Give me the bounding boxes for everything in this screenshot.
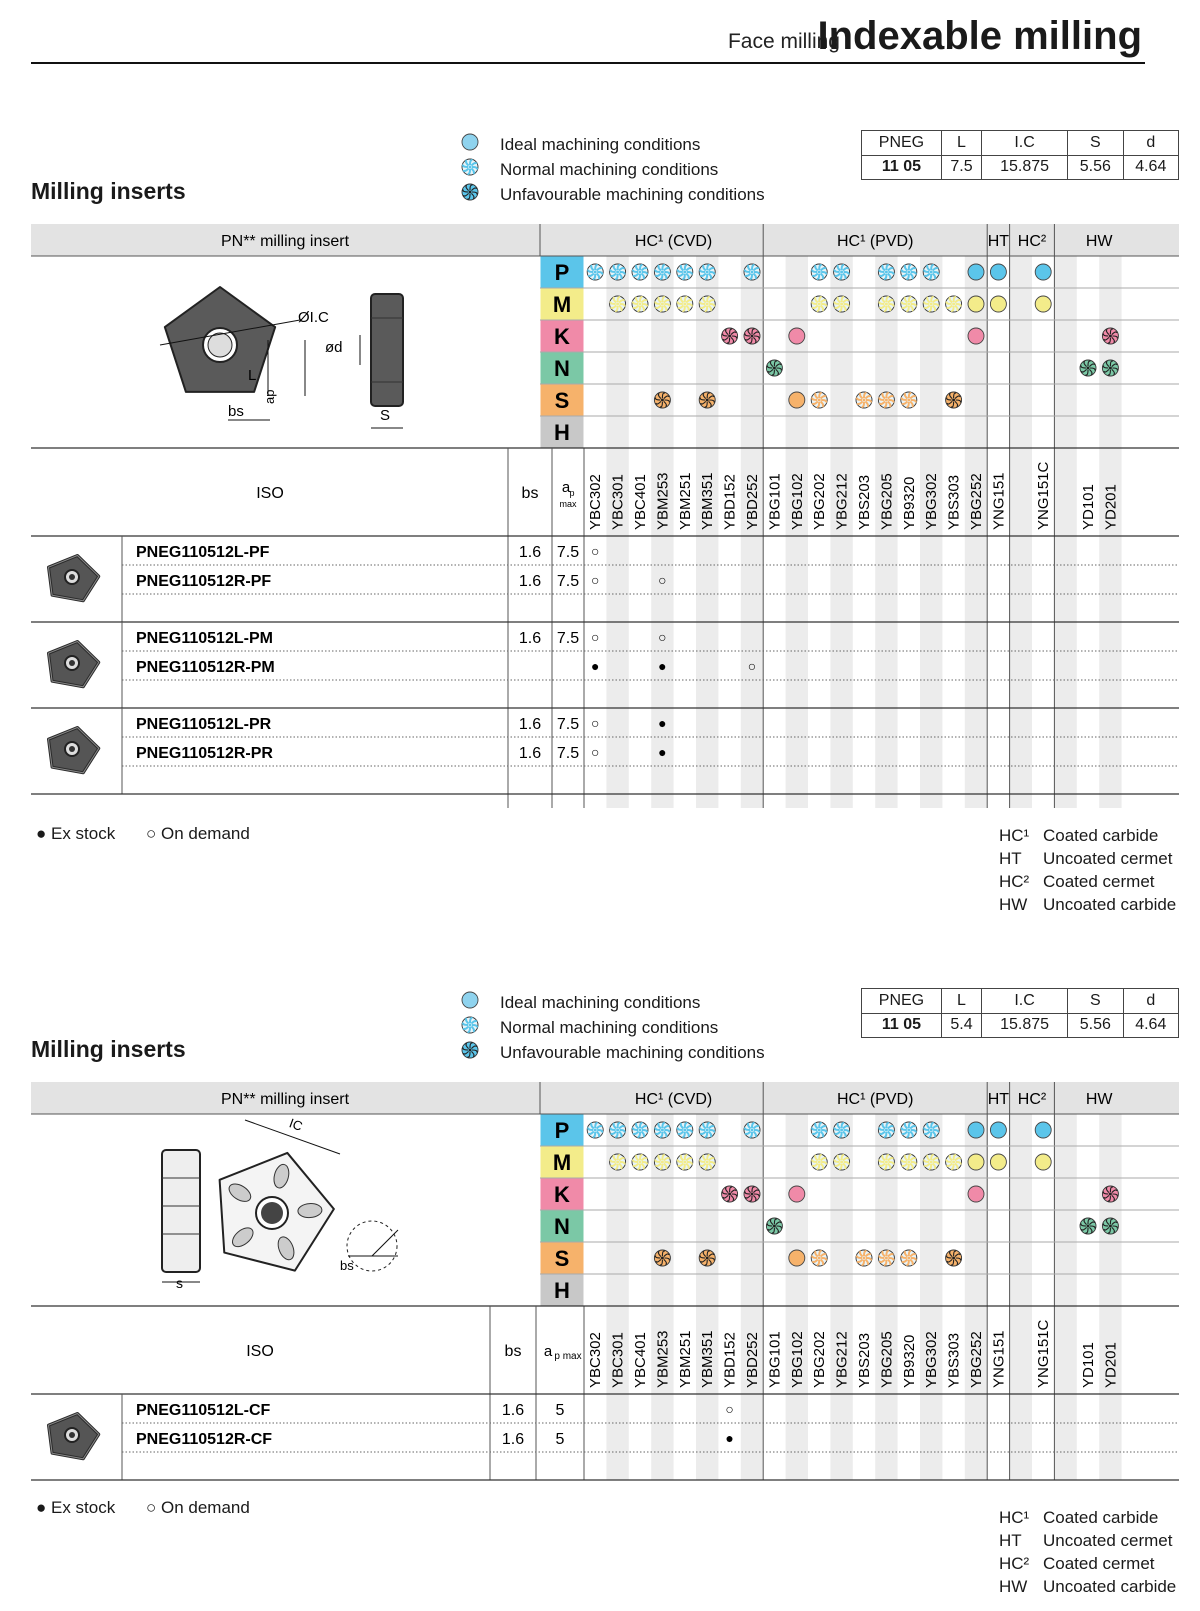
availability-mark: ○ [747,658,757,674]
ideal-circle-icon [968,296,984,312]
normal-flower-icon [946,296,962,312]
glossary-hc1: HC¹ Coated carbide [999,1508,1159,1527]
insert-side-view [162,1150,200,1272]
grade-YNG151: YNG151 [990,1330,1008,1388]
material-K-letter: K [554,324,570,349]
normal-flower-icon [587,1122,603,1138]
iso-header: ISO [256,485,284,502]
insert-photo-1 [49,642,99,687]
unfavourable-flower-icon [1080,1218,1096,1234]
normal-flower-icon [677,264,693,280]
grade-matrix [0,858,1200,1498]
normal-flower-icon [901,1154,917,1170]
bs-header: bs [504,1343,522,1360]
normal-flower-icon [878,1122,894,1138]
grade-YBD152: YBD152 [721,1332,739,1388]
legend-ideal: Ideal machining conditions [460,132,700,157]
s-label: s [176,1275,183,1291]
normal-flower-icon [878,264,894,280]
ap-value: 7.5 [556,544,580,561]
grade-YNG151: YNG151 [990,472,1008,530]
unfavourable-flower-icon [1080,360,1096,376]
grade-YBM253: YBM253 [654,1330,672,1388]
page-title: Indexable milling [817,14,1142,58]
normal-flower-icon [654,296,670,312]
material-H-letter: H [554,420,570,445]
ideal-circle-icon [1035,264,1051,280]
grade-YBD252: YBD252 [744,1332,761,1388]
bs-value: 1.6 [518,544,542,561]
availability-mark: ○ [590,543,600,559]
normal-flower-icon [744,1122,760,1138]
normal-flower-icon [699,1122,715,1138]
detail-edge [372,1230,398,1256]
glossary-hw: HW Uncoated carbide [999,1577,1177,1596]
insert-technical-drawing [162,1115,398,1291]
center-hole-inner [261,1202,283,1224]
column-stripe [1010,1114,1032,1480]
availability-mark: ○ [590,715,600,731]
normal-flower-icon [699,296,715,312]
normal-flower-icon [811,1154,827,1170]
bs-value: 1.6 [518,745,542,762]
unfavourable-flower-icon [946,392,962,408]
normal-flower-icon [632,296,648,312]
availability-mark: ● [590,658,600,674]
column-stripe [875,256,897,808]
insert-code: PNEG110512L-PM [136,630,273,647]
bs-value: 1.6 [518,630,542,647]
grade-group-4: HW [1085,1091,1113,1108]
ideal-circle-icon [968,1122,984,1138]
grade-group-4: HW [1085,233,1113,250]
ex-stock-note: ● Ex stock [36,1498,116,1517]
normal-flower-icon [654,1154,670,1170]
glossary-hc2: HC² Coated cermet [999,1554,1155,1573]
grade-YBG205: YBG205 [878,1331,896,1388]
availability-mark: ● [658,744,667,760]
normal-flower-icon [946,1154,962,1170]
on-demand-note: ○ On demand [146,1498,250,1517]
legend-normal: Normal machining conditions [460,157,718,182]
normal-flower-icon [811,296,827,312]
grade-YBG302: YBG302 [923,1331,941,1388]
normal-flower-icon [923,264,939,280]
ideal-circle-icon [990,1122,1006,1138]
bs-header: bs [521,485,539,502]
ideal-circle-icon [1035,1154,1051,1170]
column-stripe [1099,1114,1121,1480]
grade-YD101: YD101 [1080,484,1097,530]
insert-photo-0 [49,1414,99,1459]
availability-mark: ○ [658,572,667,588]
ap-header: a [543,1343,553,1360]
ap-label: ap [262,389,277,404]
ideal-circle-icon [968,1186,984,1202]
bs-value: 1.6 [501,1402,525,1419]
ideal-circle-icon [1035,1122,1051,1138]
normal-flower-icon [632,1154,648,1170]
ap-value: 5 [555,1402,565,1419]
unfavourable-flower-icon [946,1250,962,1266]
normal-flower-icon [834,296,850,312]
grade-YNG151C: YNG151C [1035,1319,1053,1388]
grade-YBG101: YBG101 [766,473,784,530]
ideal-circle-icon [968,1154,984,1170]
ideal-circle-icon [968,328,984,344]
grade-YBC302: YBC302 [587,474,605,530]
grade-group-3: HC² [1017,1091,1047,1108]
normal-flower-icon [632,1122,648,1138]
insert-code: PNEG110512L-PF [136,544,270,561]
unfavourable-flower-icon [766,360,782,376]
insert-code: PNEG110512R-CF [136,1431,273,1448]
grade-group-0: HC¹ (CVD) [634,233,713,250]
availability-mark: ○ [590,629,600,645]
unfavourable-flower-icon [699,392,715,408]
normal-flower-icon [923,1154,939,1170]
material-H-letter: H [554,1278,570,1303]
grade-group-1: HC¹ (PVD) [836,233,914,250]
ap-value: 5 [555,1431,565,1448]
unfavourable-flower-icon [654,392,670,408]
unfavourable-flower-icon [1102,1218,1118,1234]
ap-value: 7.5 [556,630,580,647]
grade-YB9320: YB9320 [900,476,918,530]
normal-flower-icon [587,264,603,280]
availability-mark: ○ [658,629,667,645]
material-S-letter: S [554,388,570,413]
bs-label: bs [340,1258,354,1273]
unfavourable-flower-icon [766,1218,782,1234]
d-label: ød [325,339,343,356]
grade-YB9320: YB9320 [900,1334,918,1388]
column-stripe [1010,256,1032,808]
milling-inserts-section-2 [0,858,1200,1611]
ic-label: ØI.C [298,309,329,326]
grade-YBG205: YBG205 [878,473,896,530]
grade-group-2: HT [987,233,1010,250]
grade-group-3: HC² [1017,233,1047,250]
normal-flower-icon [901,1250,917,1266]
legend-unfavourable: Unfavourable machining conditions [460,1040,765,1065]
grade-YBM351: YBM351 [699,1330,717,1388]
glossary-hw: HW Uncoated carbide [999,895,1177,914]
glossary-ht: HT Uncoated cermet [999,1531,1173,1550]
insert-photo-0 [49,556,99,601]
normal-flower-icon [610,1154,626,1170]
material-N-letter: N [554,1214,570,1239]
normal-flower-icon [834,1122,850,1138]
normal-flower-icon [878,296,894,312]
grade-group-2: HT [987,1091,1010,1108]
availability-mark: ● [658,715,667,731]
grade-YBM251: YBM251 [676,1330,694,1388]
grade-YNG151C: YNG151C [1035,461,1053,530]
material-M-letter: M [552,1150,572,1175]
normal-flower-icon [811,392,827,408]
unfavourable-flower-icon [1102,360,1118,376]
grade-YD201: YD201 [1102,484,1120,530]
insert-code: PNEG110512L-PR [136,716,272,733]
grade-YBM351: YBM351 [699,472,717,530]
normal-flower-icon [878,1250,894,1266]
unfavourable-flower-icon [654,1250,670,1266]
grade-YBS203: YBS203 [856,1332,873,1388]
grade-YBC302: YBC302 [587,1332,605,1388]
unfavourable-flower-icon [1102,328,1118,344]
normal-flower-icon [834,264,850,280]
availability-mark: ● [658,658,667,674]
grade-YBM251: YBM251 [676,472,694,530]
availability-mark: ● [725,1430,734,1446]
normal-flower-icon [923,296,939,312]
material-M-letter: M [552,292,572,317]
unfavourable-flower-icon [744,328,760,344]
normal-flower-icon [610,264,626,280]
material-P-letter: P [554,260,570,285]
column-stripe [741,1114,763,1480]
normal-flower-icon [811,1250,827,1266]
ideal-circle-icon [789,392,805,408]
insert-type-label: PN** milling insert [220,1091,350,1108]
unfavourable-flower-icon [1102,1186,1118,1202]
grade-YBG212: YBG212 [833,473,851,530]
bs-value: 1.6 [501,1431,525,1448]
normal-flower-icon [654,264,670,280]
on-demand-note: ○ On demand [146,824,250,843]
grade-YBG102: YBG102 [788,1331,806,1388]
ap-header: a [561,479,571,496]
insert-side-view [371,294,403,406]
normal-flower-icon [811,264,827,280]
grade-YBG302: YBG302 [923,473,941,530]
normal-flower-icon [610,296,626,312]
normal-flower-icon [699,1154,715,1170]
normal-flower-icon [901,392,917,408]
grade-YBD252: YBD252 [744,474,761,530]
normal-flower-icon [878,392,894,408]
normal-flower-icon [901,1122,917,1138]
ex-stock-note: ● Ex stock [36,824,116,843]
normal-flower-icon [923,1122,939,1138]
ic-label: IC [287,1115,305,1134]
ap-value: 7.5 [556,573,580,590]
grade-YBG202: YBG202 [811,473,829,530]
normal-flower-icon [878,1154,894,1170]
bs-value: 1.6 [518,716,542,733]
column-stripe [696,256,718,808]
grade-YBS303: YBS303 [945,1332,963,1388]
normal-flower-icon [834,1154,850,1170]
normal-flower-icon [811,1122,827,1138]
normal-flower-icon [610,1122,626,1138]
grade-YBG252: YBG252 [968,473,985,530]
unfavourable-flower-icon [699,1250,715,1266]
unfavourable-flower-icon [722,328,738,344]
column-stripe [606,256,628,808]
section-title: Milling inserts [31,178,186,204]
dimensions-table: PNEG L I.C S d 11 05 5.4 15.875 5.56 4.64 [861,988,1179,1038]
column-stripe [830,256,852,808]
grade-YD201: YD201 [1102,1342,1120,1388]
ideal-circle-icon [968,264,984,280]
glossary-ht: HT Uncoated cermet [999,849,1173,868]
column-stripe [1054,1114,1076,1480]
insert-code: PNEG110512R-PM [136,659,275,676]
grade-YBG102: YBG102 [788,473,806,530]
ideal-circle-icon [1035,296,1051,312]
grade-YBC301: YBC301 [609,474,627,530]
grade-YBG212: YBG212 [833,1331,851,1388]
normal-flower-icon [901,296,917,312]
material-P-letter: P [554,1118,570,1143]
ap-value: 7.5 [556,716,580,733]
ideal-circle-icon [990,296,1006,312]
insert-technical-drawing [160,287,403,428]
column-stripe [920,256,942,808]
ideal-circle-icon [789,1250,805,1266]
grade-YBS203: YBS203 [856,474,873,530]
ap-value: 7.5 [556,745,580,762]
column-stripe [786,1114,808,1480]
availability-mark: ○ [590,572,600,588]
legend-normal: Normal machining conditions [460,1015,718,1040]
iso-header: ISO [246,1343,274,1360]
glossary-hc1: HC¹ Coated carbide [999,826,1159,845]
bs-value: 1.6 [518,573,542,590]
ideal-circle-icon [789,328,805,344]
detail-circle [347,1221,397,1271]
normal-flower-icon [677,1154,693,1170]
normal-flower-icon [856,392,872,408]
grade-YBC401: YBC401 [632,1332,649,1388]
grade-YBG101: YBG101 [766,1331,784,1388]
insert-type-label: PN** milling insert [220,233,350,250]
availability-mark: ○ [590,744,600,760]
dimensions-table: PNEG L I.C S d 11 05 7.5 15.875 5.56 4.64 [861,130,1179,180]
normal-flower-icon [632,264,648,280]
grade-YBG252: YBG252 [968,1331,985,1388]
column-stripe [1054,256,1076,808]
normal-flower-icon [856,1250,872,1266]
header-subtitle: Face milling [727,30,840,53]
normal-flower-icon [677,1122,693,1138]
bs-label: bs [228,403,244,420]
grade-group-0: HC¹ (CVD) [634,1091,713,1108]
insert-photo-2 [49,728,99,773]
ap-sub: p max [554,1351,582,1362]
material-S-letter: S [554,1246,570,1271]
ideal-circle-icon [990,1154,1006,1170]
legend-ideal: Ideal machining conditions [460,990,700,1015]
normal-flower-icon [901,264,917,280]
ap-max: max [559,499,577,509]
s-label: S [380,407,391,424]
insert-code: PNEG110512R-PF [136,573,272,590]
grade-YBC401: YBC401 [632,474,649,530]
insert-code: PNEG110512R-PR [136,745,273,762]
ap-sub: p [569,488,575,498]
grade-group-1: HC¹ (PVD) [836,1091,914,1108]
normal-flower-icon [699,264,715,280]
glossary-hc2: HC² Coated cermet [999,872,1155,891]
grade-YBS303: YBS303 [945,474,963,530]
insert-code: PNEG110512L-CF [136,1402,271,1419]
normal-flower-icon [677,296,693,312]
material-K-letter: K [554,1182,570,1207]
availability-mark: ○ [725,1401,734,1417]
material-N-letter: N [554,356,570,381]
grade-YBC301: YBC301 [609,1332,627,1388]
grade-YBD152: YBD152 [721,474,739,530]
normal-flower-icon [654,1122,670,1138]
unfavourable-flower-icon [744,1186,760,1202]
center-hole-inner [208,333,232,357]
legend-unfavourable: Unfavourable machining conditions [460,182,765,207]
grade-YD101: YD101 [1080,1342,1097,1388]
l-label: L [248,367,257,384]
ideal-circle-icon [789,1186,805,1202]
normal-flower-icon [744,264,760,280]
grade-YBM253: YBM253 [654,472,672,530]
grade-YBG202: YBG202 [811,1331,829,1388]
ideal-circle-icon [990,264,1006,280]
unfavourable-flower-icon [722,1186,738,1202]
section-title: Milling inserts [31,1036,186,1062]
